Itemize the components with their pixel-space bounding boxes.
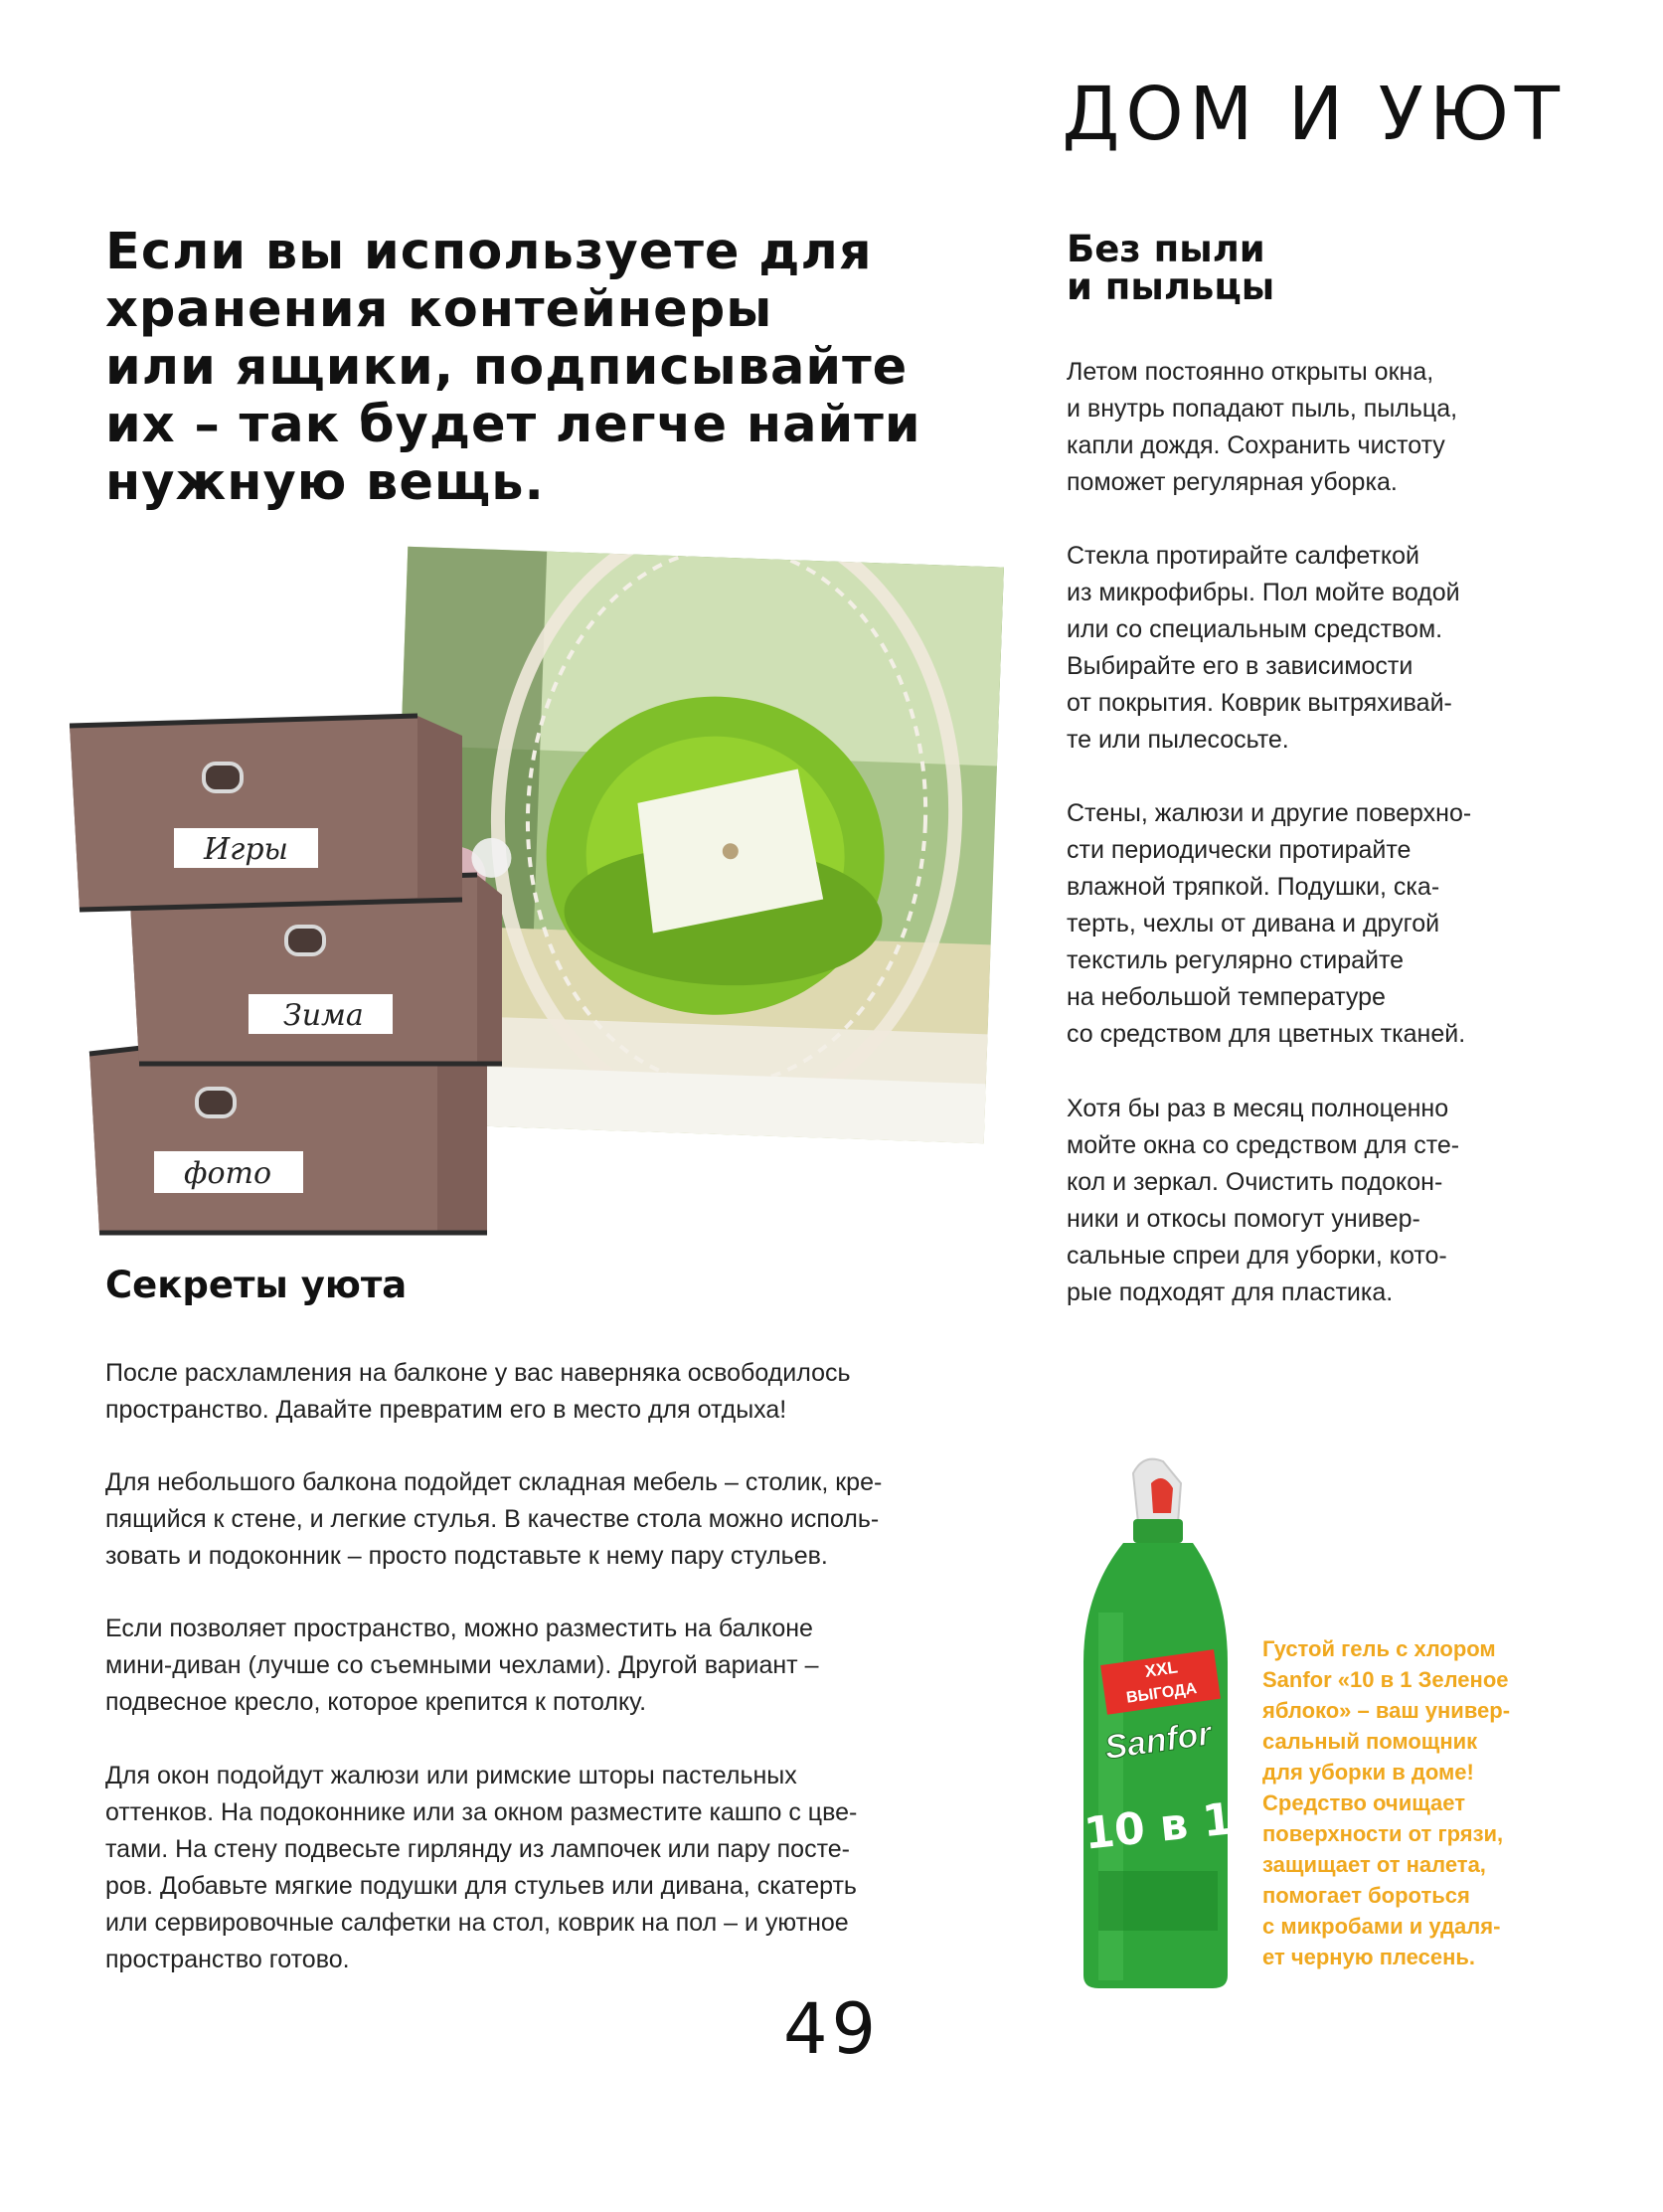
bottle-brand: Sanfor <box>1101 1714 1214 1768</box>
promo-line: поверхности от грязи, <box>1262 1821 1504 1846</box>
promo-line: помогает бороться <box>1262 1883 1470 1908</box>
left-paragraph-1 <box>105 1355 1000 1429</box>
text-line: зовать и подоконник – просто подставьте к нему пару стульев. <box>105 1542 828 1570</box>
product-promo-text <box>1262 1633 1561 1972</box>
box-label-winter: Зима <box>283 998 364 1033</box>
text-line: ники и откосы помогут универ- <box>1067 1205 1420 1233</box>
text-line: подвесное кресло, которое крепится к потолку. <box>105 1688 647 1716</box>
text-line: тами. На стену подвесьте гирлянду из лампочек или пару посте- <box>105 1835 850 1863</box>
storage-boxes-illustration <box>60 686 527 1243</box>
text-line: влажной тряпкой. Подушки, ска- <box>1067 873 1440 901</box>
text-line: Выбирайте его в зависимости <box>1067 652 1414 680</box>
bottle-big-label: 10 в 1 <box>1081 1793 1236 1860</box>
lead-line: или ящики, подписывайте <box>105 338 909 397</box>
text-line: из микрофибры. Пол мойте водой <box>1067 579 1460 606</box>
bottle-badge-bottom: ВЫГОДА <box>1125 1680 1199 1707</box>
text-line: пространство готово. <box>105 1946 350 1973</box>
lead-line: нужную вещь. <box>105 453 545 512</box>
right-paragraph-1 <box>1067 354 1564 501</box>
promo-line: ет черную плесень. <box>1262 1945 1476 1969</box>
text-line: сти периодически протирайте <box>1067 836 1412 864</box>
text-line: Стены, жалюзи и другие поверхно- <box>1067 799 1472 827</box>
left-paragraph-4 <box>105 1758 1000 1978</box>
lead-statement <box>105 224 1030 512</box>
text-line: терть, чехлы от дивана и другой <box>1067 910 1440 937</box>
promo-line: яблоко» – ваш универ- <box>1262 1698 1511 1723</box>
text-line: мини-диван (лучше со съемными чехлами). Другой вариант – <box>105 1651 819 1679</box>
bottle-badge-top: XXL <box>1143 1657 1179 1681</box>
right-column-heading <box>1067 228 1275 308</box>
text-line: или со специальным средством. <box>1067 615 1443 643</box>
text-line: Хотя бы раз в месяц полноценно <box>1067 1095 1449 1122</box>
right-paragraph-2 <box>1067 538 1564 759</box>
left-column-heading: Секреты уюта <box>105 1264 408 1306</box>
left-paragraph-2 <box>105 1464 1000 1575</box>
text-line: Для небольшого балкона подойдет складная мебель – столик, кре- <box>105 1468 883 1496</box>
sanfor-bottle-image <box>1064 1453 1247 1990</box>
box-label-games: Игры <box>204 832 288 867</box>
text-line: Для окон подойдут жалюзи или римские шторы пастельных <box>105 1762 797 1789</box>
text-line: сальные спреи для уборки, кото- <box>1067 1242 1447 1270</box>
heading-line: Без пыли <box>1067 228 1265 270</box>
text-line: Если позволяет пространство, можно разместить на балконе <box>105 1615 813 1642</box>
text-line: пящийся к стене, и легкие стулья. В качестве стола можно исполь- <box>105 1505 880 1533</box>
promo-line: для уборки в доме! <box>1262 1760 1474 1785</box>
promo-line: Средство очищает <box>1262 1790 1466 1815</box>
promo-line: защищает от налета, <box>1262 1852 1486 1877</box>
lead-line: Если вы используете для <box>105 223 873 281</box>
text-line: После расхламления на балконе у вас наверняка освободилось <box>105 1359 851 1387</box>
heading-line: и пыльцы <box>1067 265 1275 308</box>
promo-line: с микробами и удаля- <box>1262 1914 1501 1939</box>
text-line: те или пылесосьте. <box>1067 726 1289 754</box>
right-paragraph-4 <box>1067 1091 1564 1311</box>
text-line: со средством для цветных тканей. <box>1067 1020 1466 1048</box>
text-line: или сервировочные салфетки на стол, коврик на пол – и уютное <box>105 1909 849 1937</box>
lead-line: хранения контейнеры <box>105 280 773 339</box>
text-line: оттенков. На подоконнике или за окном разместите кашпо с цве- <box>105 1798 858 1826</box>
box-label-photo: фото <box>184 1156 272 1191</box>
promo-line: Sanfor «10 в 1 Зеленое <box>1262 1667 1509 1692</box>
text-line: пространство. Давайте превратим его в место для отдыха! <box>105 1396 787 1424</box>
text-line: кол и зеркал. Очистить подокон- <box>1067 1168 1443 1196</box>
text-line: на небольшой температуре <box>1067 983 1386 1011</box>
text-line: рые подходят для пластика. <box>1067 1278 1394 1306</box>
section-title: ДОМ И УЮТ <box>1062 72 1566 157</box>
lead-line: их – так будет легче найти <box>105 396 921 454</box>
text-line: Стекла протирайте салфеткой <box>1067 542 1419 570</box>
left-paragraph-3 <box>105 1611 1000 1721</box>
text-line: Летом постоянно открыты окна, <box>1067 358 1434 386</box>
text-line: ров. Добавьте мягкие подушки для стульев или дивана, скатерть <box>105 1872 857 1900</box>
text-line: от покрытия. Коврик вытряхивай- <box>1067 689 1452 717</box>
text-line: и внутрь попадают пыль, пыльца, <box>1067 395 1458 423</box>
text-line: мойте окна со средством для сте- <box>1067 1131 1460 1159</box>
page-number: 49 <box>782 1988 881 2070</box>
promo-line: сальный помощник <box>1262 1729 1478 1754</box>
text-line: поможет регулярная уборка. <box>1067 468 1398 496</box>
promo-line: Густой гель с хлором <box>1262 1636 1496 1661</box>
text-line: текстиль регулярно стирайте <box>1067 946 1405 974</box>
text-line: капли дождя. Сохранить чистоту <box>1067 431 1445 459</box>
right-paragraph-3 <box>1067 795 1564 1053</box>
